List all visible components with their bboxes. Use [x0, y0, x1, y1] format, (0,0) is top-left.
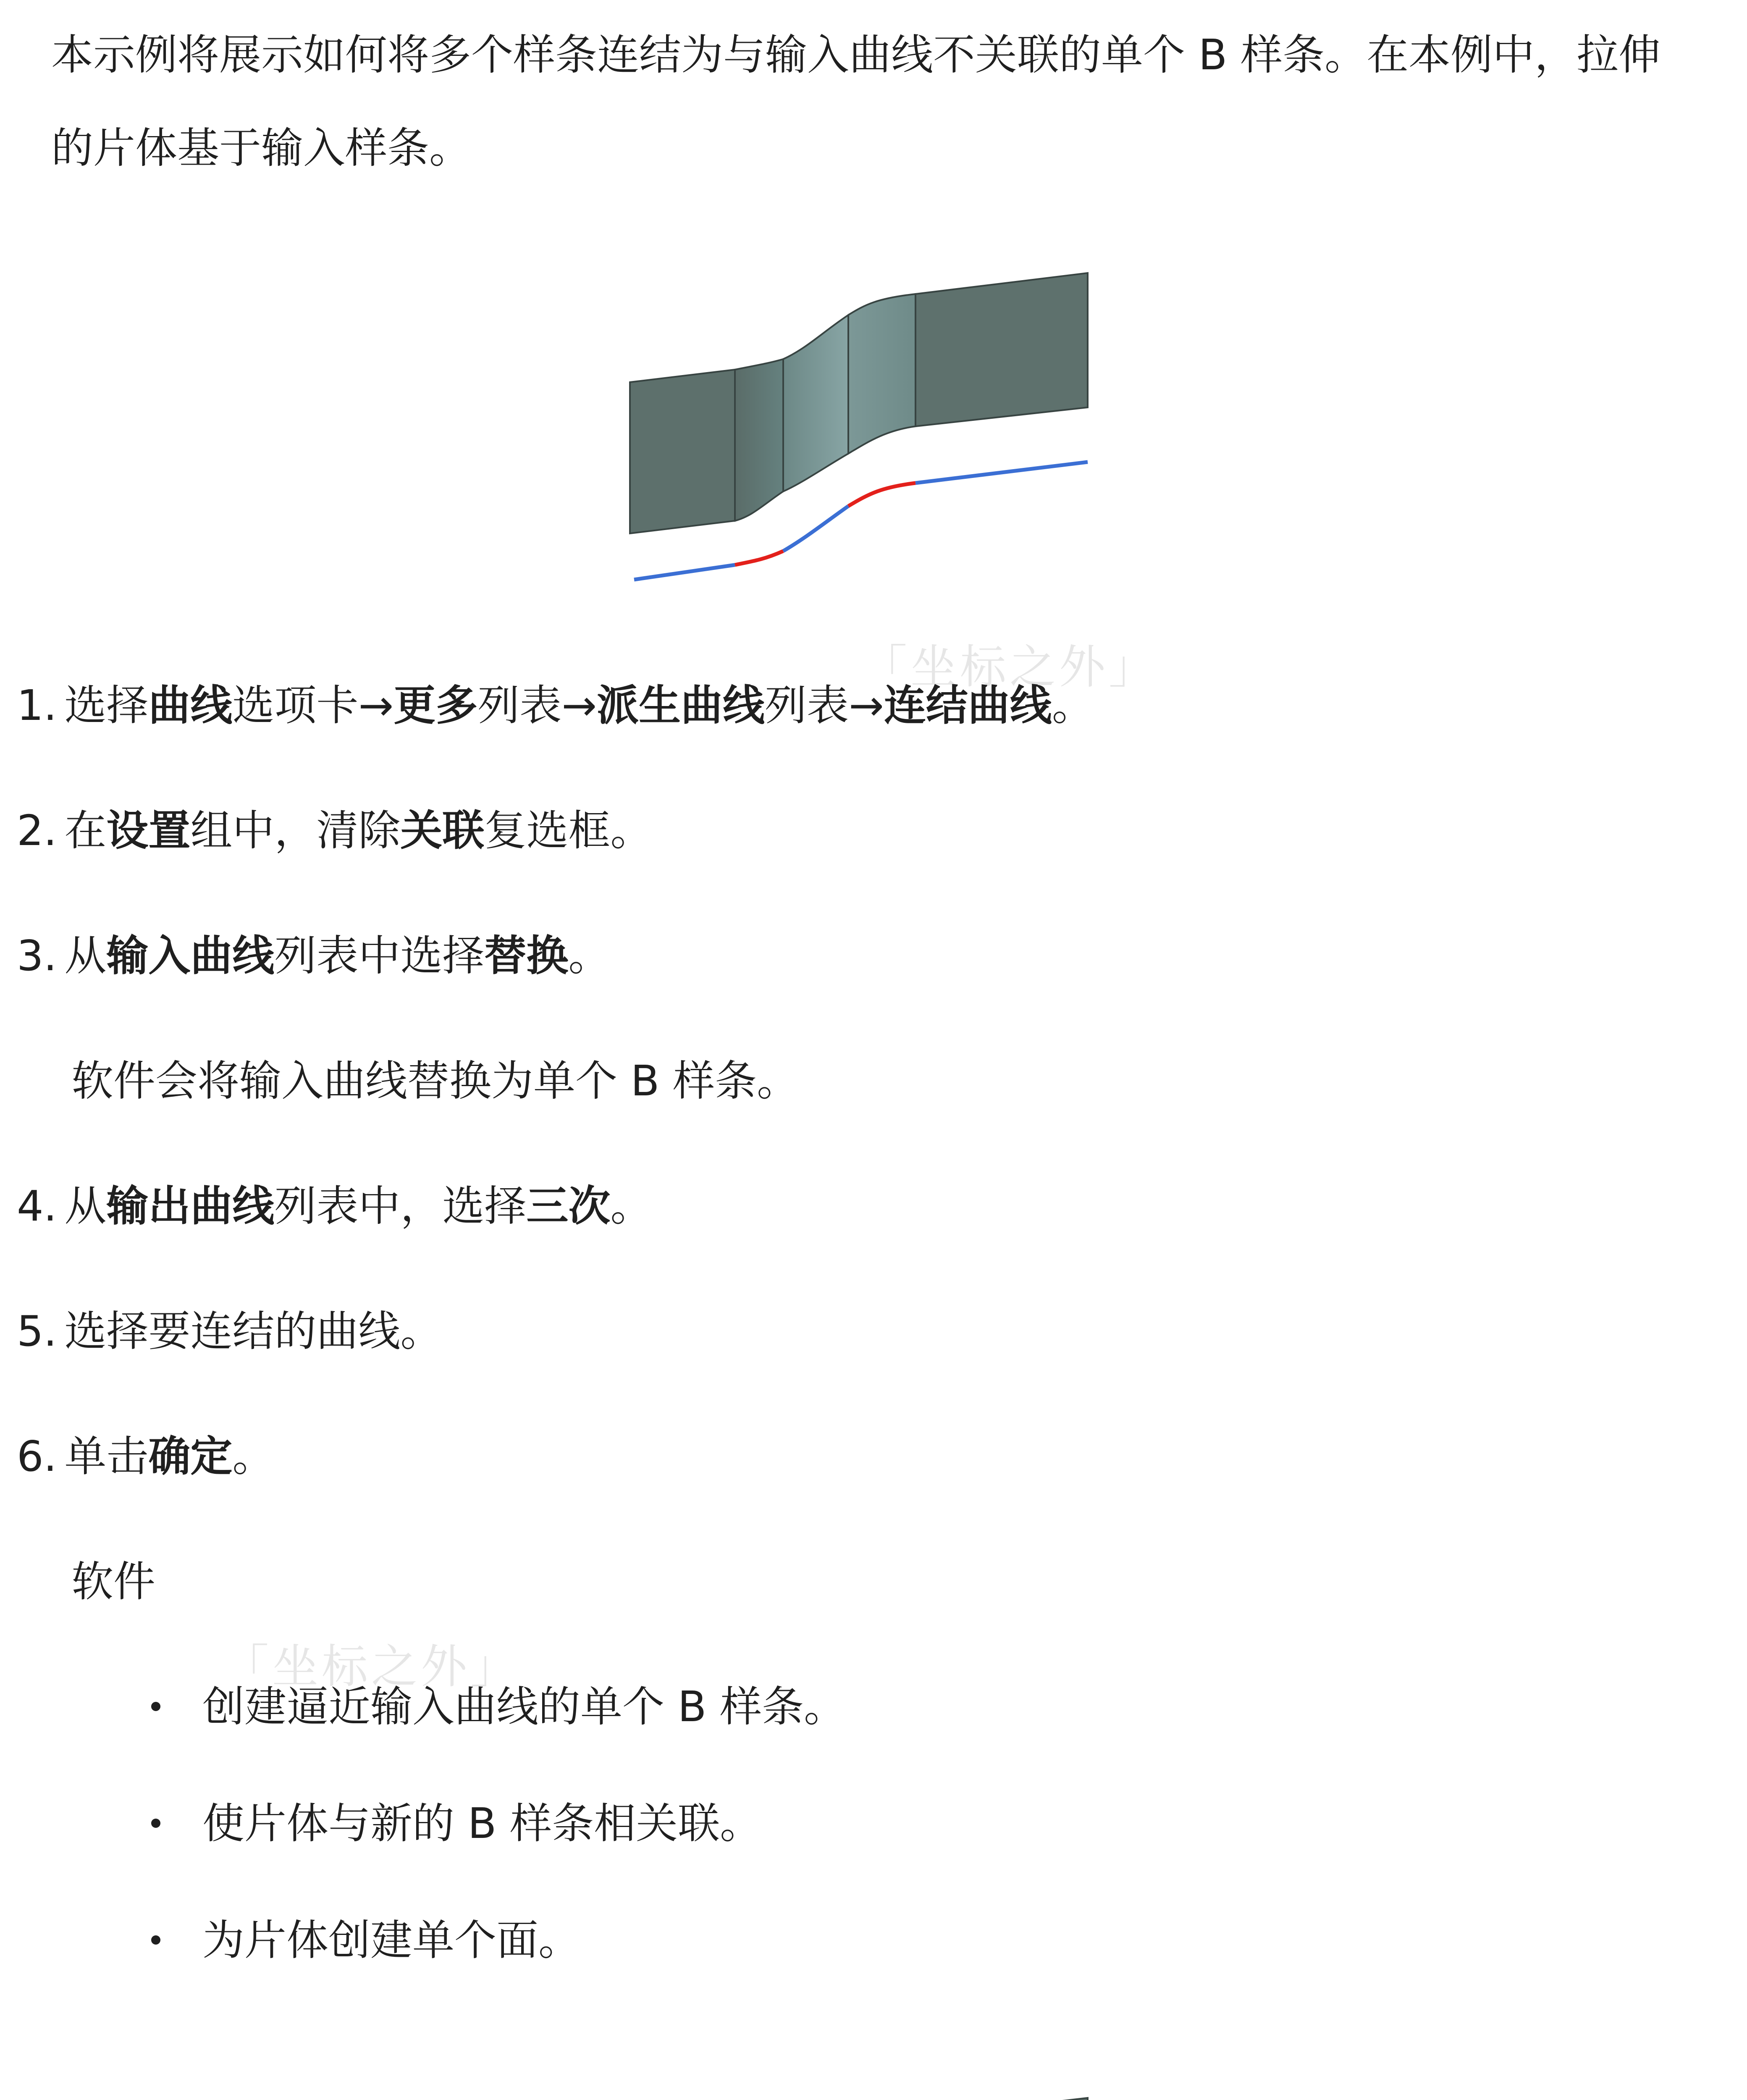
curve-seg-1 [634, 565, 735, 580]
watermark: 「坐标之外」 [861, 640, 1158, 694]
watermark-2: 「坐标之外」 [223, 1640, 520, 1693]
step-6: 6. 单击确定。 [17, 1432, 275, 1481]
step-6-note: 软件 [71, 1557, 155, 1606]
curve-seg-4 [848, 483, 915, 506]
sheet-single-face [630, 2098, 1088, 2100]
sheet-face-3 [783, 315, 848, 491]
step-2: 2. 在设置组中，清除关联复选框。 [17, 806, 653, 855]
sheet-face-1 [630, 370, 735, 533]
bullet-item-3: 为片体创建单个面。 [151, 1911, 580, 1970]
sheet-face-5 [915, 273, 1088, 426]
curve-seg-5 [915, 462, 1088, 483]
step-1: 1. 选择曲线选项卡→更多列表→派生曲线列表→连结曲线。 [17, 681, 1094, 730]
bullet-dot [151, 1819, 160, 1828]
bullet-dot [151, 1935, 160, 1945]
curve-seg-2 [735, 551, 783, 565]
bullet-item-1: 创建逼近输入曲线的单个 B 样条。 [151, 1677, 846, 1736]
step-4: 4. 从输出曲线列表中，选择三次。 [17, 1181, 653, 1231]
figure-segmented-sheet-svg [622, 235, 1109, 601]
step-5: 5. 选择要连结的曲线。 [17, 1307, 443, 1356]
curve-seg-3 [783, 506, 848, 551]
sheet-face-4 [848, 294, 915, 454]
step-3: 3. 从输入曲线列表中选择替换。 [17, 931, 611, 980]
bullet-item-2: 使片体与新的 B 样条相关联。 [151, 1794, 762, 1853]
figure-segmented-sheet [622, 235, 1109, 601]
figure-single-face-sheet [622, 2058, 1109, 2100]
bullet-dot [151, 1702, 160, 1711]
sheet-face-2 [735, 359, 783, 521]
step-3-note: 软件会将输入曲线替换为单个 B 样条。 [71, 1056, 799, 1105]
figure-single-face-sheet-svg [622, 2058, 1109, 2100]
intro-paragraph: 本示例将展示如何将多个样条连结为与输入曲线不关联的单个 B 样条。在本例中，拉伸的片体基于输入样条。 [51, 30, 1661, 173]
